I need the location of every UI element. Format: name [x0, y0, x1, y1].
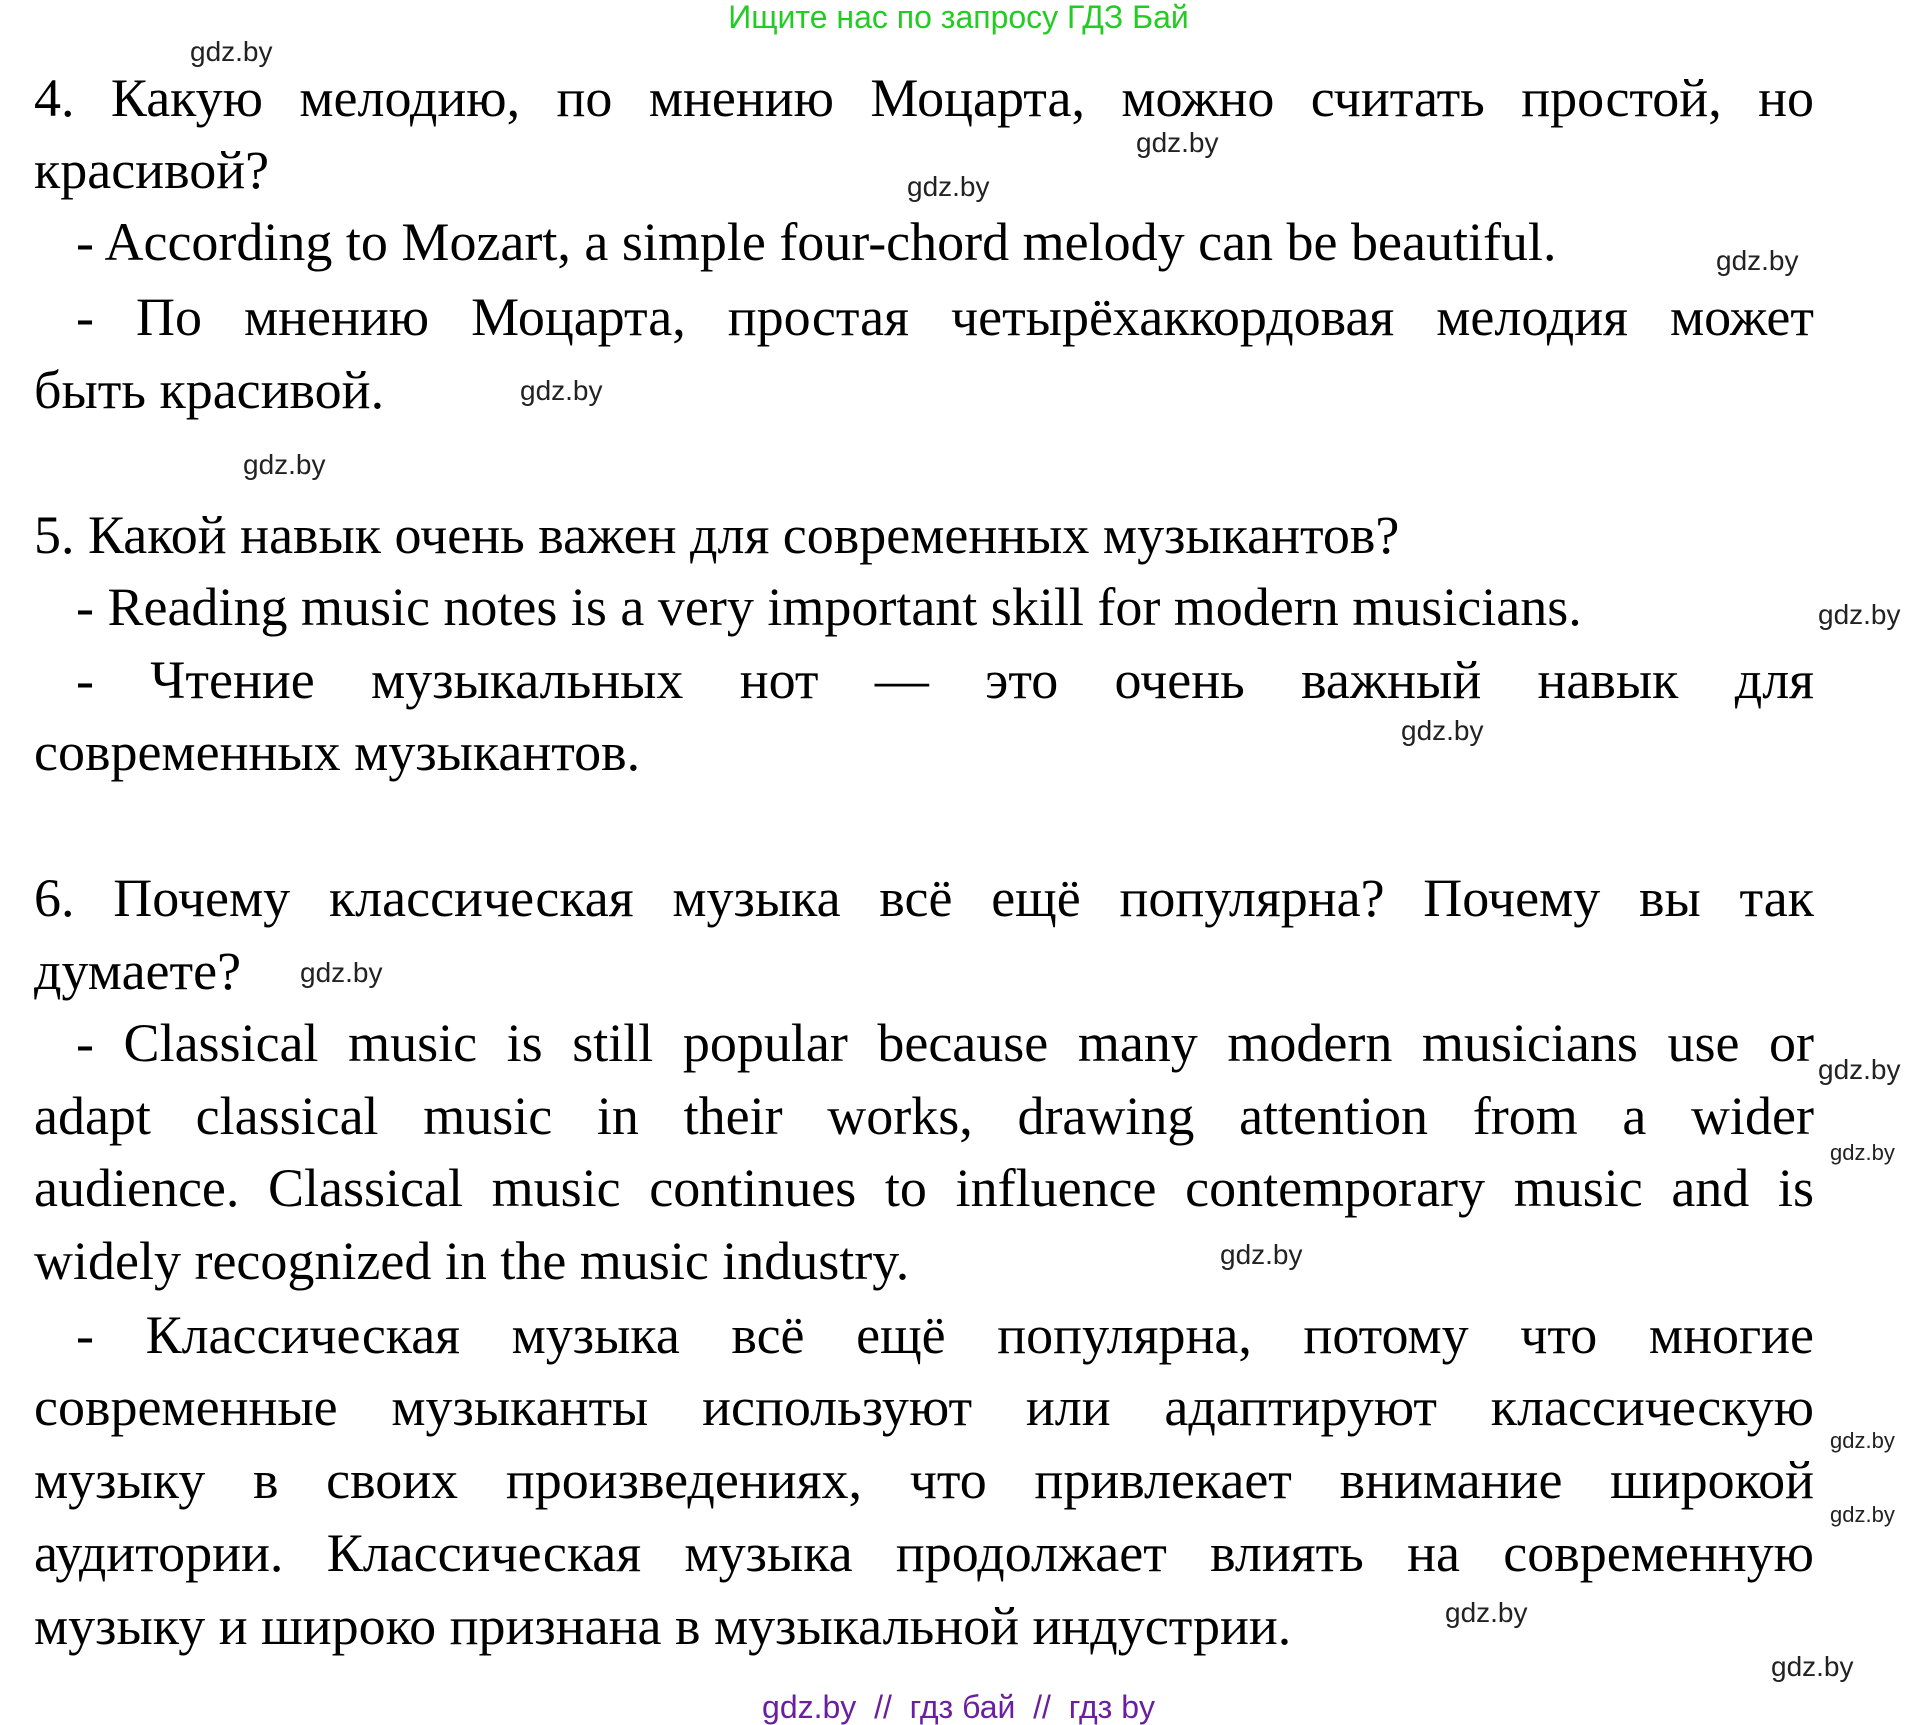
watermark: gdz.by: [907, 171, 990, 202]
question-5-text: 5. Какой навык очень важен для современных музыкантов?: [34, 505, 1400, 565]
answer-6-ru: аудитории. Классическая музыка продолжает влиять на современную: [34, 1523, 1814, 1583]
watermark: gdz.by: [1445, 1597, 1528, 1628]
question-6-text: думаете?: [34, 941, 242, 1001]
answer-6-en: audience. Classical music continues to influence contemporary music and is: [34, 1158, 1814, 1218]
answer-6-ru: современные музыканты используют или адаптируют классическую: [34, 1377, 1814, 1437]
answer-6-en: - Classical music is still popular because many modern musicians use or: [76, 1013, 1814, 1073]
watermark: gdz.by: [1830, 1140, 1895, 1165]
watermark: gdz.by: [1818, 1054, 1901, 1085]
watermark: gdz.by: [1401, 715, 1484, 746]
answer-6-en: widely recognized in the music industry.: [34, 1231, 910, 1291]
answer-6-ru: - Классическая музыка всё ещё популярна, потому что многие: [76, 1305, 1814, 1365]
watermark: gdz.by: [1771, 1651, 1854, 1682]
watermark: gdz.by: [1818, 599, 1901, 630]
answer-6-en: adapt classical music in their works, drawing attention from a wider: [34, 1086, 1814, 1146]
watermark: gdz.by: [1136, 127, 1219, 158]
answer-4-ru: - По мнению Моцарта, простая четырёхаккордовая мелодия может: [76, 287, 1814, 347]
watermark: gdz.by: [1830, 1428, 1895, 1453]
question-4-text: красивой?: [34, 140, 270, 200]
answer-4-en: - According to Mozart, a simple four-chord melody can be beautiful.: [76, 212, 1557, 272]
watermark: gdz.by: [1220, 1239, 1303, 1270]
watermark: gdz.by: [243, 449, 326, 480]
answer-6-ru: музыку и широко признана в музыкальной индустрии.: [34, 1596, 1292, 1656]
watermark: gdz.by: [190, 36, 273, 67]
question-4-text: 4. Какую мелодию, по мнению Моцарта, можно считать простой, но: [34, 68, 1814, 128]
answer-4-ru: быть красивой.: [34, 360, 385, 420]
answer-5-en: - Reading music notes is a very important skill for modern musicians.: [76, 577, 1582, 637]
answer-5-ru: - Чтение музыкальных нот — это очень важный навык для: [76, 650, 1814, 710]
watermark: gdz.by: [1830, 1502, 1895, 1527]
watermark: gdz.by: [300, 957, 383, 988]
watermark: gdz.by: [1716, 245, 1799, 276]
footer-links: gdz.by // гдз бай // гдз by: [762, 1689, 1155, 1725]
question-6-text: 6. Почему классическая музыка всё ещё популярна? Почему вы так: [34, 868, 1814, 928]
header-banner: Ищите нас по запросу ГДЗ Бай: [728, 0, 1189, 35]
watermark: gdz.by: [520, 375, 603, 406]
answer-5-ru: современных музыкантов.: [34, 722, 641, 782]
answer-6-ru: музыку в своих произведениях, что привлекает внимание широкой: [34, 1450, 1814, 1510]
